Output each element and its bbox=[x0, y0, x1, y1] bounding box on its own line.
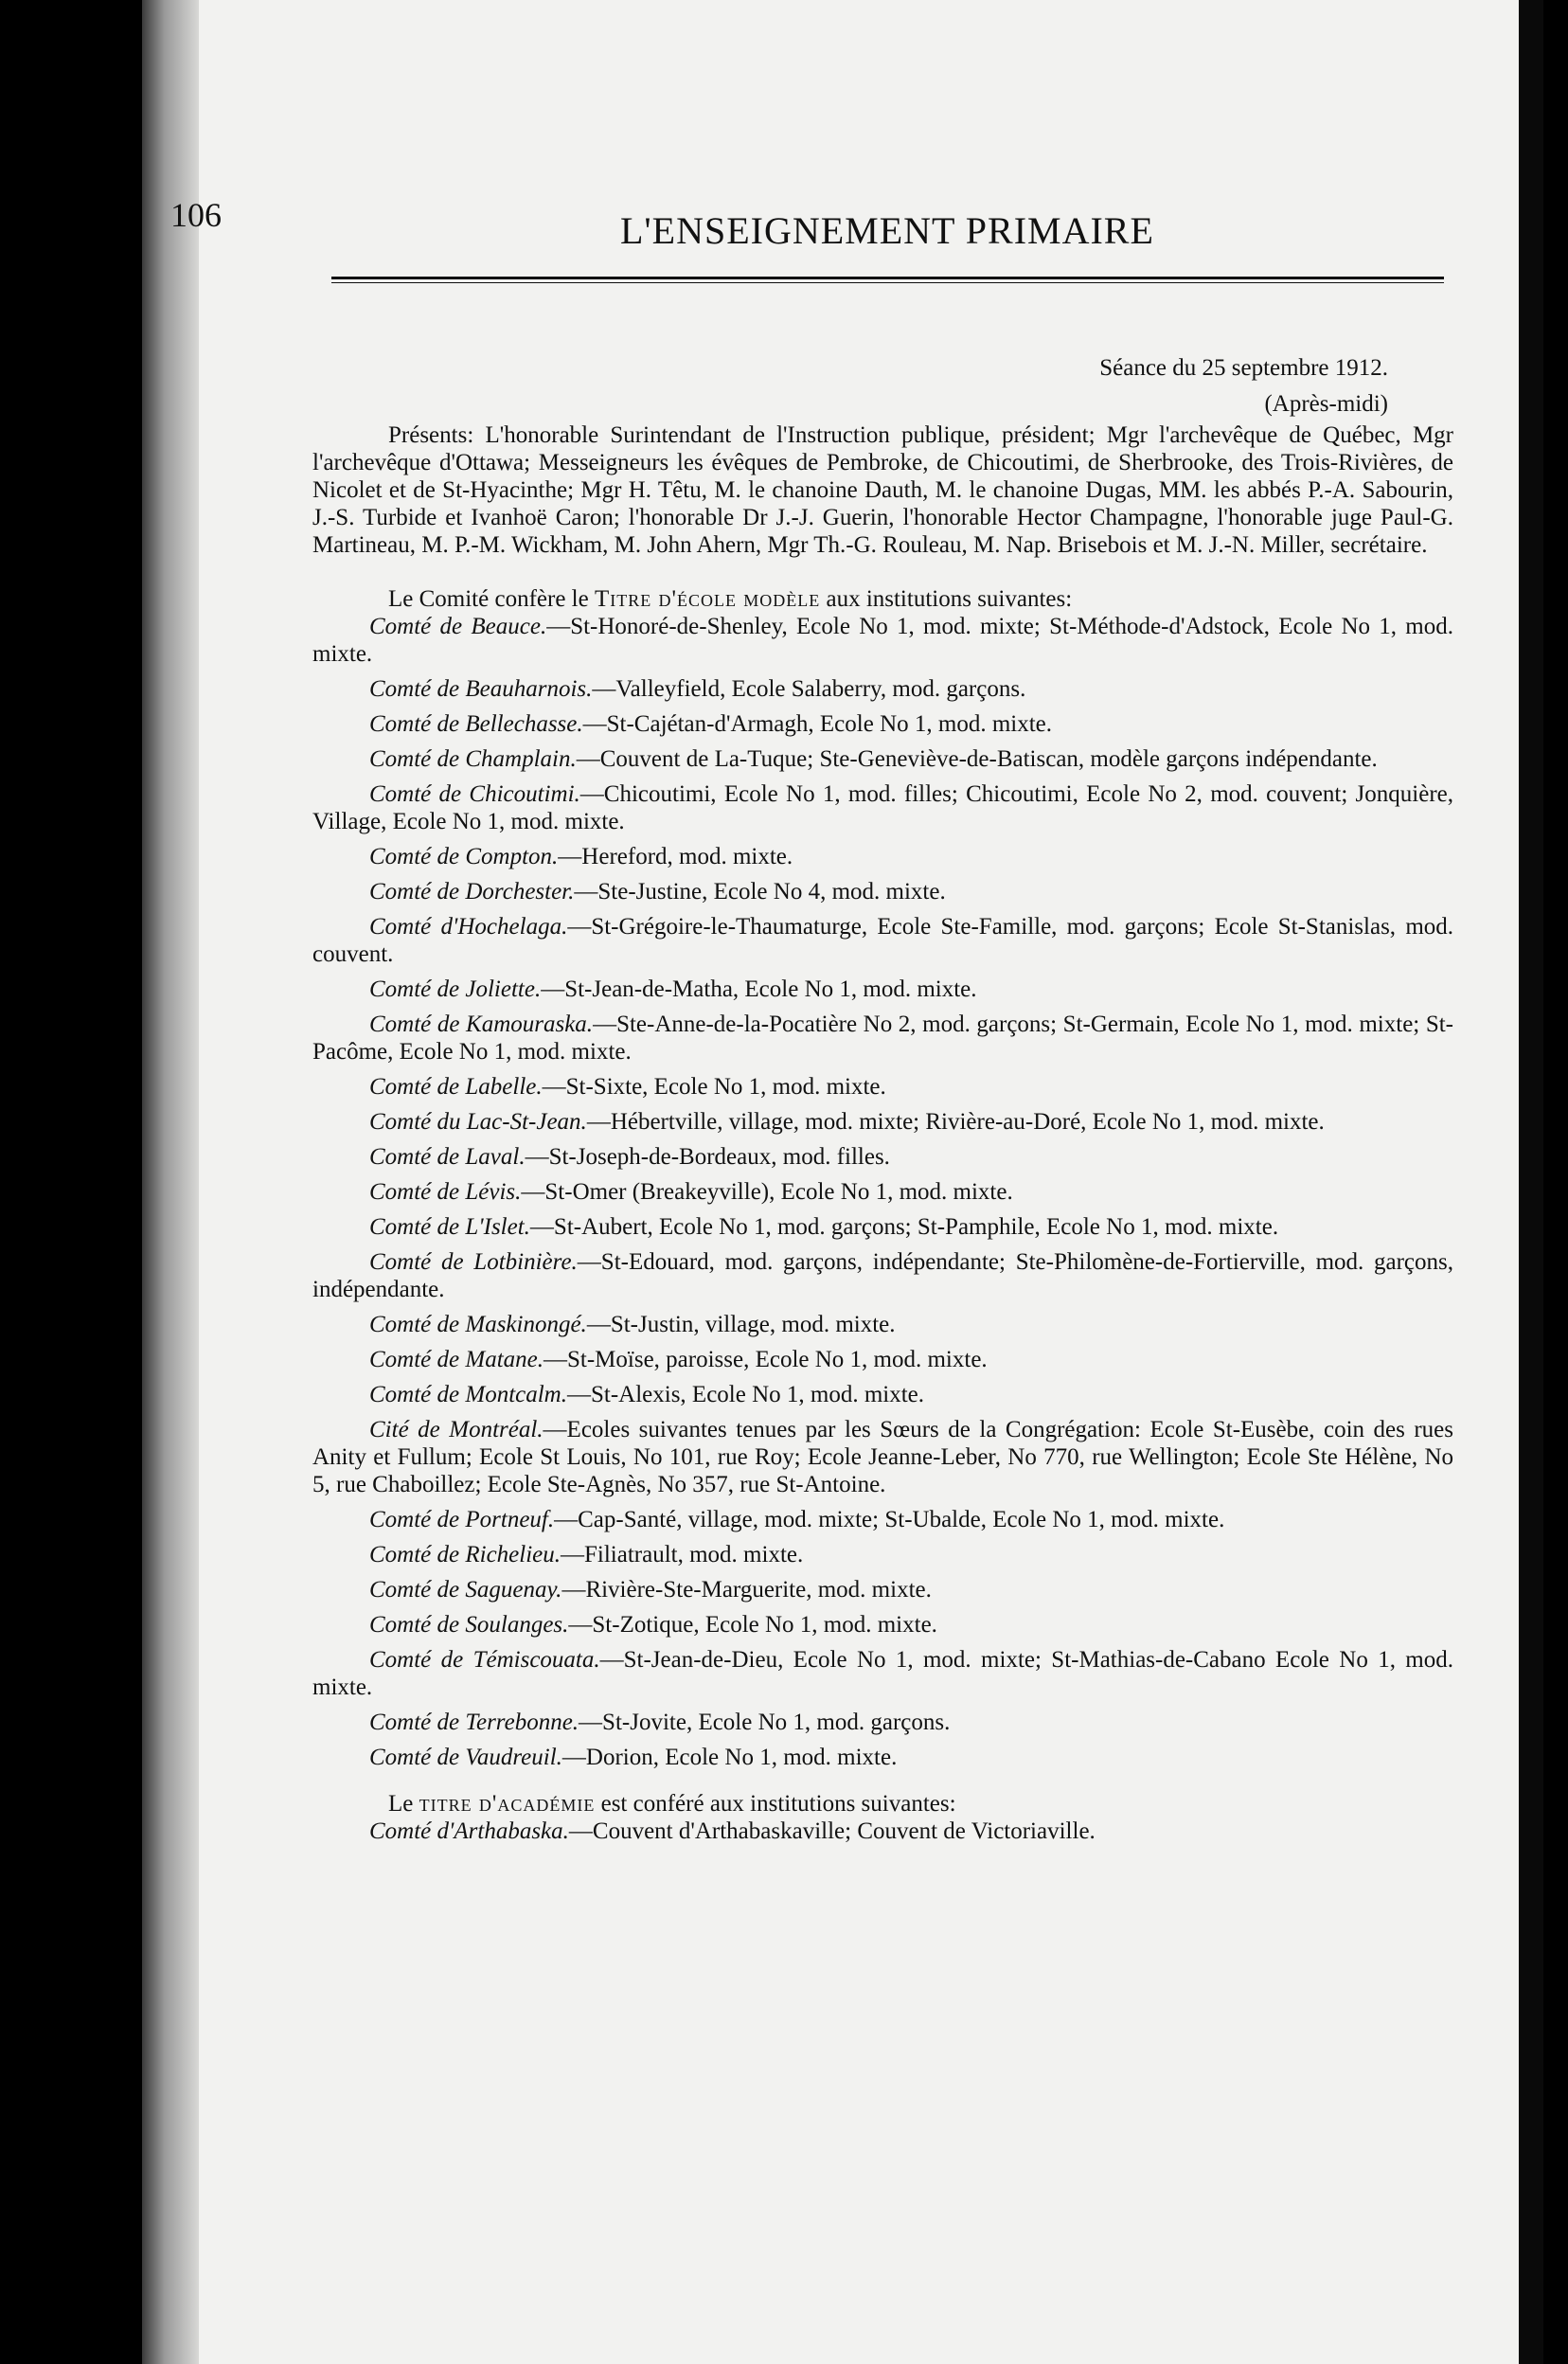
academie-entries-list bbox=[312, 1818, 1453, 1845]
institution-text: —Ste-Anne-de-la-Pocatière No 2, mod. garçons; St-Germain, Ecole No 1, mod. mixte; St-Pacôme, Ecole No 1, mod. mixte. bbox=[312, 1012, 1453, 1065]
county-name: Comté de Maskinongé. bbox=[369, 1312, 587, 1337]
modele-intro-after: aux institutions suivantes: bbox=[826, 586, 1073, 612]
county-name: Comté de Bellechasse. bbox=[369, 711, 583, 737]
list-item bbox=[312, 780, 1453, 835]
county-name: Comté de Beauharnois. bbox=[369, 676, 593, 702]
list-item bbox=[312, 1311, 1453, 1338]
institution-text: —Cap-Santé, village, mod. mixte; St-Ubalde, Ecole No 1, mod. mixte. bbox=[554, 1507, 1225, 1532]
attendance-paragraph bbox=[312, 421, 1453, 559]
county-name: Comté de Terrebonne. bbox=[369, 1710, 579, 1735]
county-name: Comté de Champlain. bbox=[369, 746, 577, 772]
county-name: Comté d'Hochelaga. bbox=[369, 914, 568, 940]
county-name: Comté de Laval. bbox=[369, 1144, 526, 1170]
county-name: Comté de Lotbinière. bbox=[369, 1249, 578, 1275]
list-item bbox=[312, 675, 1453, 703]
institution-text: —Chicoutimi, Ecole No 1, mod. filles; Chicoutimi, Ecole No 2, mod. couvent; Jonquière, Village, Ecole No 1, mod. mixte. bbox=[312, 781, 1453, 834]
list-item bbox=[312, 710, 1453, 738]
county-name: Comté de Soulanges. bbox=[369, 1612, 569, 1638]
list-item bbox=[312, 1011, 1453, 1066]
institution-text: —St-Cajétan-d'Armagh, Ecole No 1, mod. mixte. bbox=[582, 711, 1052, 737]
institution-text: —St-Jean-de-Matha, Ecole No 1, mod. mixte. bbox=[541, 976, 977, 1002]
presents-label: Présents: bbox=[388, 422, 474, 448]
list-item bbox=[312, 1346, 1453, 1373]
list-item bbox=[312, 878, 1453, 905]
institution-text: —St-Grégoire-le-Thaumaturge, Ecole Ste-Famille, mod. garçons; Ecole St-Stanislas, mod. couvent. bbox=[312, 914, 1454, 967]
list-item bbox=[312, 1381, 1453, 1408]
session-time: (Après-midi) bbox=[1264, 391, 1388, 417]
list-item bbox=[312, 1541, 1453, 1568]
institution-text: —St-Jean-de-Dieu, Ecole No 1, mod. mixte; St-Mathias-de-Cabano Ecole No 1, mod. mixte. bbox=[312, 1647, 1454, 1700]
institution-text: —St-Alexis, Ecole No 1, mod. mixte. bbox=[566, 1382, 925, 1407]
list-item bbox=[312, 1213, 1453, 1241]
institution-text: —Dorion, Ecole No 1, mod. mixte. bbox=[561, 1745, 898, 1770]
modele-entries-list bbox=[312, 613, 1453, 1771]
institution-text: —St-Zotique, Ecole No 1, mod. mixte. bbox=[568, 1612, 937, 1638]
list-item bbox=[312, 1143, 1453, 1171]
institution-text: —St-Justin, village, mod. mixte. bbox=[586, 1312, 896, 1337]
county-name: Comté de Témiscouata. bbox=[369, 1647, 600, 1673]
list-item bbox=[312, 1416, 1453, 1498]
county-name: Comté de Compton. bbox=[369, 844, 559, 869]
county-name: Comté de Labelle. bbox=[369, 1074, 543, 1100]
book-gutter bbox=[142, 0, 199, 2364]
institution-text: —St-Jovite, Ecole No 1, mod. garçons. bbox=[579, 1710, 951, 1735]
county-name: Comté de Dorchester. bbox=[369, 879, 575, 904]
institution-text: —Ste-Justine, Ecole No 4, mod. mixte. bbox=[574, 879, 946, 904]
list-item bbox=[312, 745, 1453, 773]
institution-text: —Ecoles suivantes tenues par les Sœurs de la Congrégation: Ecole St-Eusèbe, coin des rues Anity et Fullum; Ecole St Louis, No 101, rue Roy; Ecole Jeanne-Leber, No 770, rue Wellington; Ecole Ste Hélène, No 5, rue Chaboillez; Ecole Ste-Agnès, No 357, rue St-Antoine. bbox=[312, 1417, 1453, 1497]
list-item bbox=[312, 1108, 1453, 1136]
session-date: Séance du 25 septembre 1912. bbox=[1099, 355, 1388, 381]
list-item bbox=[312, 976, 1453, 1003]
institution-text: —Rivière-Ste-Marguerite, mod. mixte. bbox=[561, 1577, 932, 1603]
list-item bbox=[312, 1248, 1453, 1303]
county-name: Comté de L'Islet. bbox=[369, 1214, 530, 1240]
academie-intro-before: Le bbox=[388, 1791, 414, 1817]
institution-text: —St-Omer (Breakeyville), Ecole No 1, mod. mixte. bbox=[521, 1179, 1013, 1205]
header-rule bbox=[331, 277, 1444, 283]
institution-text: —St-Edouard, mod. garçons, indépendante; Ste-Philomène-de-Fortierville, mod. garçons, indépendante. bbox=[312, 1249, 1453, 1302]
county-name: Comté de Lévis. bbox=[369, 1179, 522, 1205]
institution-text: —Valleyfield, Ecole Salaberry, mod. garçons. bbox=[592, 676, 1026, 702]
list-item bbox=[312, 1576, 1453, 1603]
institution-text: —St-Sixte, Ecole No 1, mod. mixte. bbox=[542, 1074, 886, 1100]
county-name: Cité de Montréal. bbox=[369, 1417, 543, 1442]
list-item bbox=[312, 613, 1453, 668]
county-name: Comté de Richelieu. bbox=[369, 1542, 561, 1567]
list-item bbox=[312, 1611, 1453, 1639]
running-title: L'ENSEIGNEMENT PRIMAIRE bbox=[620, 209, 1154, 252]
county-name: Comté d'Arthabaska. bbox=[369, 1818, 569, 1844]
county-name: Comté de Vaudreuil. bbox=[369, 1745, 562, 1770]
document-body bbox=[312, 421, 1453, 1853]
institution-text: —St-Honoré-de-Shenley, Ecole No 1, mod. mixte; St-Méthode-d'Adstock, Ecole No 1, mod. mixte. bbox=[312, 614, 1453, 667]
institution-text: —St-Joseph-de-Bordeaux, mod. filles. bbox=[525, 1144, 890, 1170]
county-name: Comté de Portneuf. bbox=[369, 1507, 555, 1532]
institution-text: —Filiatrault, mod. mixte. bbox=[561, 1542, 804, 1567]
county-name: Comté de Kamouraska. bbox=[369, 1012, 594, 1037]
list-item bbox=[312, 1709, 1453, 1736]
modele-intro-before: Le Comité confère le bbox=[388, 586, 589, 612]
academie-intro-after: est conféré aux institutions suivantes: bbox=[600, 1791, 956, 1817]
page-number: 106 bbox=[170, 196, 222, 234]
academie-title: titre d'académie bbox=[419, 1791, 596, 1817]
presents-text: L'honorable Surintendant de l'Instruction publique, président; Mgr l'archevêque de Québec, Mgr l'archevêque d'Ottawa; Messeigneurs les évêques de Pembroke, de Chicoutimi, de Sherbrooke, des Trois-Rivières, de Nicolet et de St-Hyacinthe; Mgr H. Têtu, M. le chanoine Dauth, M. le chanoine Dugas, MM. les abbés P.-A. Sabourin, J.-S. Turbide et Ivanhoë Caron; l'honorable Dr J.-J. Guerin, l'honorable Hector Champagne, l'honorable juge Paul-G. Martineau, M. P.-M. Wickham, M. John Ahern, Mgr Th.-G. Rouleau, M. Nap. Brisebois et M. J.-N. Miller, secrétaire. bbox=[312, 422, 1454, 558]
list-item bbox=[312, 1073, 1453, 1101]
institution-text: —St-Aubert, Ecole No 1, mod. garçons; St-Pamphile, Ecole No 1, mod. mixte. bbox=[529, 1214, 1279, 1240]
institution-text: —Hébertville, village, mod. mixte; Rivière-au-Doré, Ecole No 1, mod. mixte. bbox=[586, 1109, 1325, 1135]
institution-text: —Couvent d'Arthabaskaville; Couvent de Victoriaville. bbox=[568, 1818, 1096, 1844]
list-item bbox=[312, 1818, 1453, 1845]
institution-text: —St-Moïse, paroisse, Ecole No 1, mod. mixte. bbox=[543, 1347, 988, 1372]
list-item bbox=[312, 1506, 1453, 1533]
county-name: Comté de Chicoutimi. bbox=[369, 781, 580, 807]
list-item bbox=[312, 1744, 1453, 1771]
county-name: Comté de Beauce. bbox=[369, 614, 547, 639]
page-edge bbox=[1519, 0, 1543, 2364]
county-name: Comté de Matane. bbox=[369, 1347, 543, 1372]
institution-text: —Hereford, mod. mixte. bbox=[558, 844, 793, 869]
modele-intro bbox=[312, 585, 1453, 613]
county-name: Comté du Lac-St-Jean. bbox=[369, 1109, 587, 1135]
county-name: Comté de Joliette. bbox=[369, 976, 542, 1002]
county-name: Comté de Montcalm. bbox=[369, 1382, 567, 1407]
list-item bbox=[312, 1646, 1453, 1701]
list-item bbox=[312, 913, 1453, 968]
list-item bbox=[312, 1178, 1453, 1206]
modele-title: Titre d'école modèle bbox=[594, 586, 821, 612]
list-item bbox=[312, 843, 1453, 870]
academie-intro bbox=[312, 1790, 1453, 1818]
session-heading bbox=[1099, 350, 1388, 422]
institution-text: —Couvent de La-Tuque; Ste-Geneviève-de-Batiscan, modèle garçons indépendante. bbox=[576, 746, 1378, 772]
county-name: Comté de Saguenay. bbox=[369, 1577, 562, 1603]
